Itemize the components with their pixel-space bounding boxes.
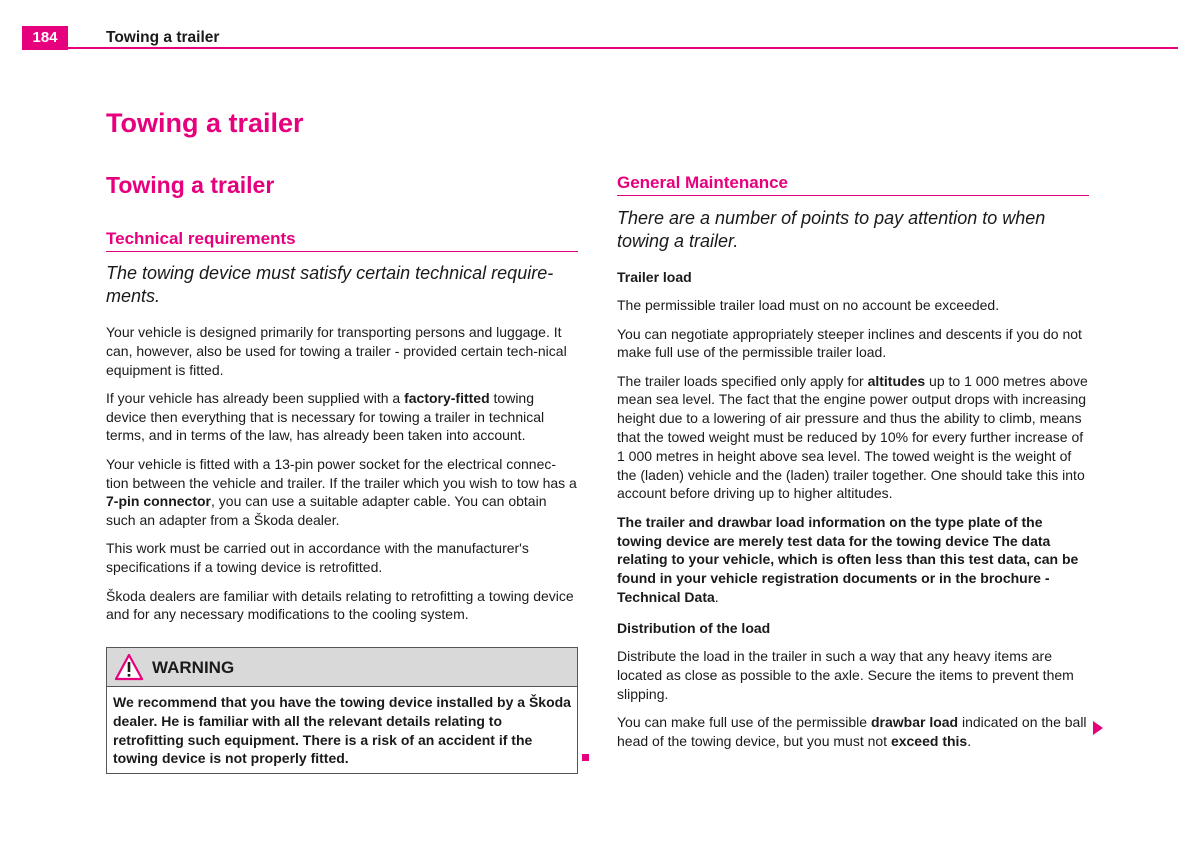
page-header xyxy=(22,16,1178,50)
paragraph: The trailer and drawbar load information on the type plate of the towing device are merely test data for the towing device The data relating to your vehicle, which is often less than this test data, can be found in your vehicle registration documents or in the brochure - Technical Data. xyxy=(617,513,1079,605)
general-maintenance-heading: General Maintenance xyxy=(617,173,1089,196)
paragraph: The trailer loads specified only apply for altitudes up to 1 000 metres above mean sea level. The fact that the engine power output drops with increasing height due to a lowering of air pressure and thus the ability to climb, means that the towed weight must be reduced by 10% for every further increase of 1 000 metres in height above sea level. The towed weight is the weight of the (laden) vehicle and the (laden) trailer together. One should take this into account before driving up to higher altitudes. xyxy=(617,372,1088,502)
distribution-heading: Distribution of the load xyxy=(617,619,771,636)
technical-requirements-body xyxy=(106,323,578,634)
technical-requirements-intro: The towing device must satisfy certain technical require-ments. xyxy=(106,263,554,306)
header-divider xyxy=(68,47,1178,49)
warning-text: We recommend that you have the towing device installed by a Škoda dealer. He is familiar with all the relevant details relating to retrofitting such equipment. There is a risk of an accident if the towing device is not properly fitted. xyxy=(113,694,571,767)
technical-requirements-heading: Technical requirements xyxy=(106,229,578,252)
paragraph: You can make full use of the permissible drawbar load indicated on the ball head of the towing device, but you must not exceed this. xyxy=(617,713,1087,749)
paragraph: Škoda dealers are familiar with details relating to retrofitting a towing device and for any necessary modifications to the cooling system. xyxy=(106,587,574,623)
paragraph: This work must be carried out in accordance with the manufacturer's specifications if a towing device is retrofitted. xyxy=(106,540,529,576)
page-number: 184 xyxy=(22,26,68,50)
trailer-load-heading: Trailer load xyxy=(617,269,692,285)
paragraph: The permissible trailer load must on no account be exceeded. xyxy=(617,297,1000,314)
section-title: Towing a trailer xyxy=(106,172,275,198)
chapter-title: Towing a trailer xyxy=(106,108,304,138)
paragraph: If your vehicle has already been supplied with a factory-fitted towing device then everything that is necessary for towing a trailer in technical terms, and in terms of the law, has already been taken into account. xyxy=(106,389,545,444)
continue-arrow-icon xyxy=(1093,721,1103,735)
paragraph: Your vehicle is designed primarily for transporting persons and luggage. It can, however, also be used for towing a trailer - provided certain tech-nical equipment is fitted. xyxy=(106,324,567,378)
general-maintenance-body xyxy=(617,268,1089,760)
warning-triangle-icon xyxy=(114,653,144,681)
end-of-section-marker xyxy=(582,754,589,761)
warning-header xyxy=(107,648,577,687)
paragraph: Distribute the load in the trailer in such a way that any heavy items are located as close as possible to the axle. Secure the items to prevent them slipping. xyxy=(617,648,1074,702)
warning-box xyxy=(106,647,578,774)
paragraph: You can negotiate appropriately steeper inclines and descents if you do not make full use of the permissible trailer load. xyxy=(617,325,1082,361)
warning-title: WARNING xyxy=(152,658,235,677)
paragraph: Your vehicle is fitted with a 13-pin power socket for the electrical connec-tion between the vehicle and trailer. If the trailer which you wish to tow has a 7-pin connector, you can use a suitable adapter cable. You can obtain such an adapter from a Škoda dealer. xyxy=(106,455,577,529)
running-header-title: Towing a trailer xyxy=(106,29,220,46)
general-maintenance-intro: There are a number of points to pay attention to when towing a trailer. xyxy=(617,208,1046,251)
